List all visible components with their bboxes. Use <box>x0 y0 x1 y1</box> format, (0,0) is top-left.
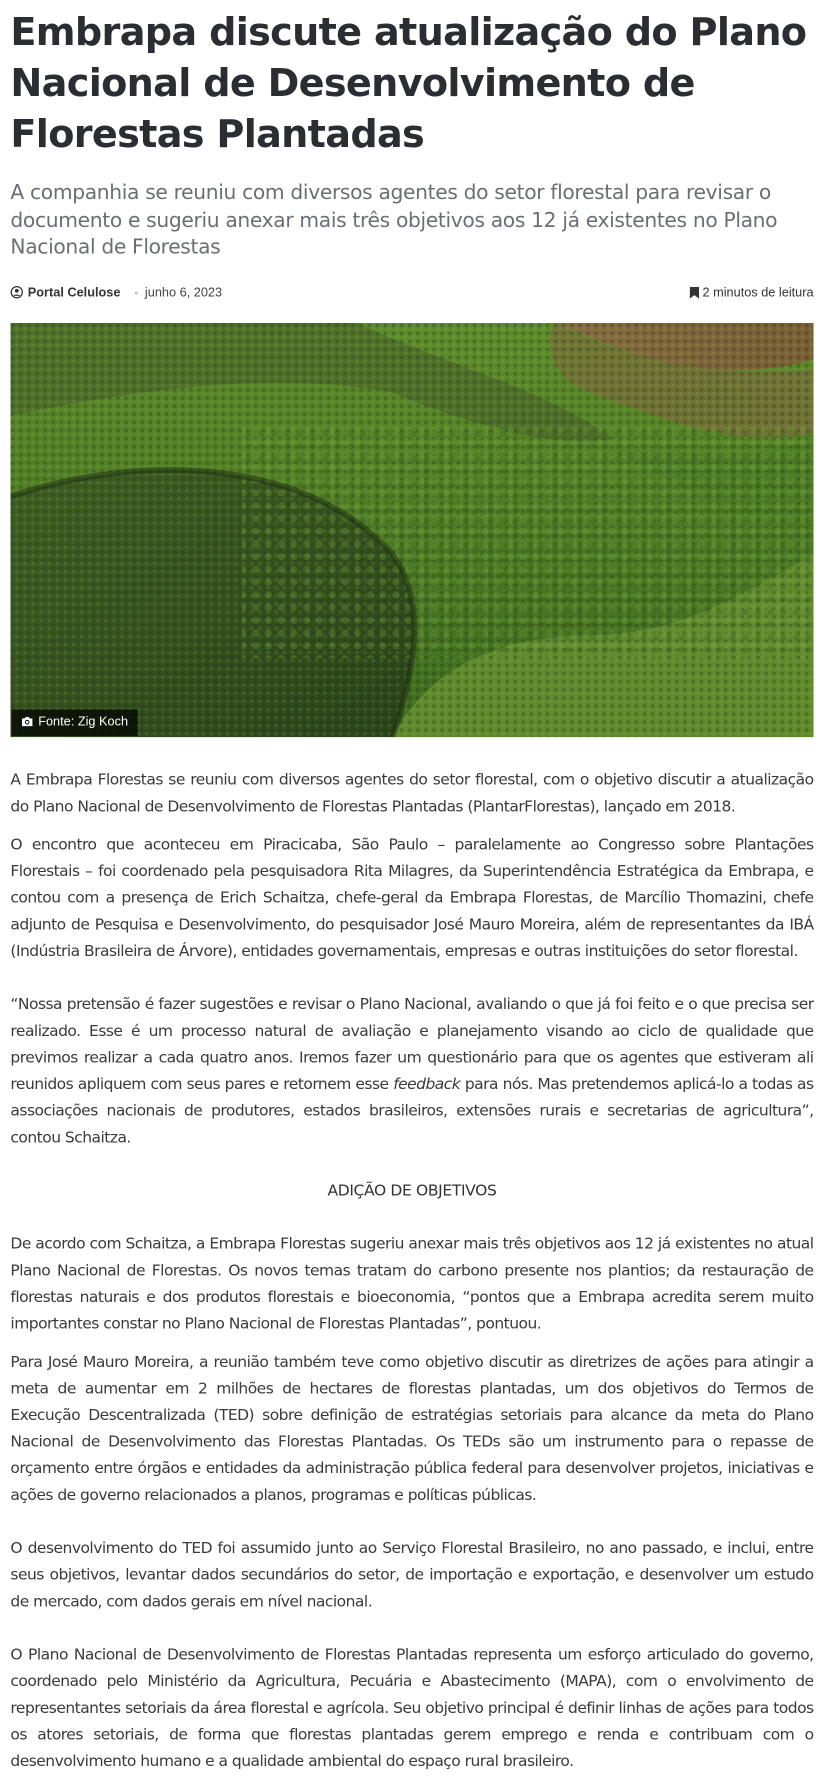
reading-time <box>690 285 814 299</box>
quote-emphasis: feedback <box>393 1075 461 1094</box>
image-caption <box>12 709 138 736</box>
paragraph: O encontro que aconteceu em Piracicaba, São Paulo – paralelamente ao Congresso sobre Plantações Florestais – foi coordenado pela pesquisadora Rita Milagres, da Superintendência Estratégica da Embrapa, e contou com a presença de Erich Schaitza, chefe-geral da Embrapa Florestas, de Marcílio Thomazini, chefe adjunto de Pesquisa e Desenvolvimento, do pesquisador José Mauro Moreira, além de representantes da IBÁ (Indústria Brasileira de Árvore), entidades governamentais, empresas e outras instituições do setor florestal. <box>10 836 814 960</box>
publish-date: junho 6, 2023 <box>144 285 223 300</box>
author-name: Portal Celulose <box>27 285 121 300</box>
paragraph: Para José Mauro Moreira, a reunião também teve como objetivo discutir as diretrizes de ações para atingir a meta de aumentar em 2 milhões de hectares de florestas plantadas, um dos objetivos do Termos de Execução Descentralizada (TED) sobre definição de estratégias setoriais para alcance da meta do Plano Nacional de Desenvolvimento das Florestas Plantadas. Os TEDs são um instrumento para o repasse de orçamento entre órgãos e entidades da administração pública federal para desenvolver projetos, iniciativas e ações de governo relacionados a planos, programas e políticas públicas. <box>10 1353 814 1504</box>
bookmark-icon <box>690 286 699 298</box>
paragraph: A Embrapa Florestas se reuniu com diversos agentes do setor florestal, com o objetivo discutir a atualização do Plano Nacional de Desenvolvimento de Florestas Plantadas (PlantarFlorestas), lançado em 2018. <box>10 771 814 816</box>
article-meta <box>10 283 813 302</box>
quote-text-end: para nós. Mas pretendemos aplicá-lo a todas as associações nacionais de produtores, estados brasileiros, extensões rurais e secretarias de agricultura”, contou Schaitza. <box>10 1075 814 1147</box>
quote-text-start: “Nossa pretensão é fazer sugestões e revisar o Plano Nacional, avaliando o que já foi feito e o que precisa ser realizado. Esse é um processo natural de avaliação e planejamento visando ao ciclo de qualidade que previmos realizar a cada quatro anos. Iremos fazer um questionário para que os agentes que estiveram ali reunidos apliquem com seus pares e retornem esse <box>10 995 814 1094</box>
featured-image <box>10 322 813 736</box>
quote-paragraph <box>10 991 813 1151</box>
meta-separator: • <box>134 286 138 299</box>
author-link[interactable] <box>10 285 120 299</box>
article-body <box>10 767 813 1775</box>
camera-icon <box>21 716 34 726</box>
image-caption-text: Fonte: Zig Koch <box>38 714 129 729</box>
paragraph: O Plano Nacional de Desenvolvimento de Florestas Plantadas representa um esforço articulado do governo, coordenado pelo Ministério da Agricultura, Pecuária e Abastecimento (MAPA), com o envolvimento de representantes setoriais da área florestal e agrícola. Seu objetivo principal é definir linhas de ações para todos os atores setoriais, de forma que florestas plantadas gerem emprego e renda e contribuam com o desenvolvimento humano e a qualidade ambiental do espaço rural brasileiro. <box>10 1646 814 1771</box>
reading-time-label: 2 minutos de leitura <box>702 285 814 300</box>
section-heading: ADIÇÃO DE OBJETIVOS <box>327 1182 497 1200</box>
paragraph: De acordo com Schaitza, a Embrapa Florestas sugeriu anexar mais três objetivos aos 12 já existentes no atual Plano Nacional de Florestas. Os novos temas tratam do carbono presente nos plantios; da restauração de florestas naturais e dos produtos florestais e bioeconomia, “pontos que a Embrapa acredita serem muito importantes constar no Plano Nacional de Florestas Plantadas”, pontuou. <box>10 1235 814 1333</box>
article-subtitle: A companhia se reuniu com diversos agentes do setor florestal para revisar o documento e sugeriu anexar mais três objetivos aos 12 já existentes no Plano Nacional de Florestas <box>10 181 778 260</box>
article-title: Embrapa discute atualização do Plano Nacional de Desenvolvimento de Florestas Plantadas <box>10 9 807 157</box>
paragraph: O desenvolvimento do TED foi assumido junto ao Serviço Florestal Brasileiro, no ano passado, e inclui, entre seus objetivos, levantar dados secundários do setor, de importação e exportação, e desenvolver um estudo de mercado, com dados gerais em nível nacional. <box>10 1539 814 1611</box>
user-circle-icon <box>10 286 23 299</box>
forest-aerial-photo <box>10 322 813 736</box>
